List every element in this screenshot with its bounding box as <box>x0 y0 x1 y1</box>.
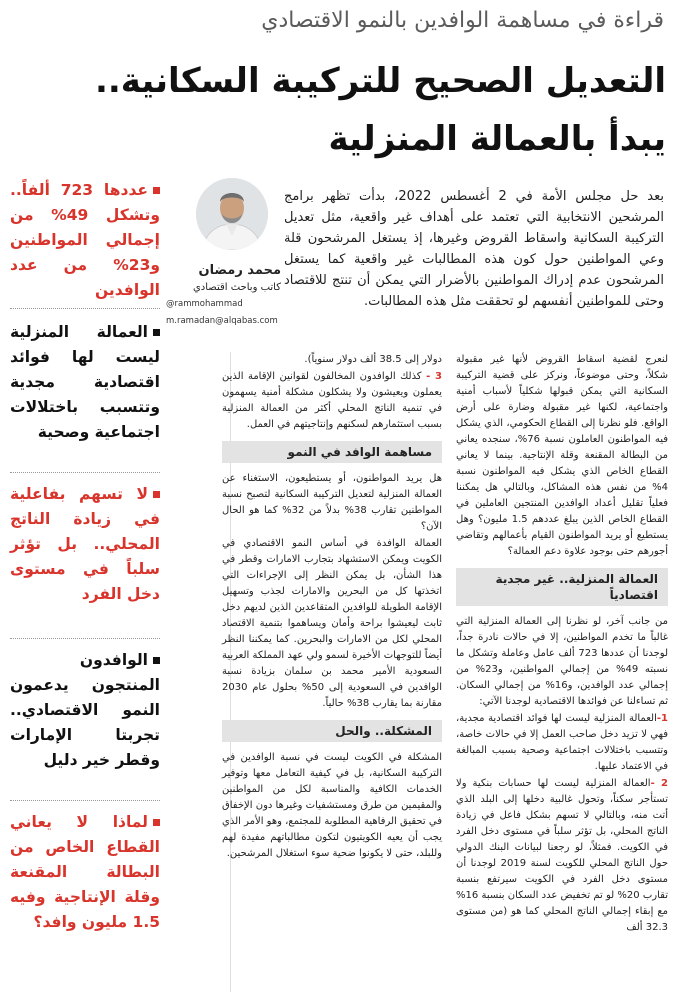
author-email[interactable]: m.ramadan@alqabas.com <box>166 316 278 326</box>
kicker: قراءة في مساهمة الوافدين بالنمو الاقتصادي <box>261 8 664 33</box>
author-title: كاتب وباحث اقتصادي <box>192 282 281 293</box>
bullet-square-icon <box>153 657 160 664</box>
article-column-left <box>222 352 442 863</box>
author-twitter[interactable]: @rammohammad <box>166 299 243 309</box>
body-paragraph: المشكلة في الكويت ليست في نسبة الوافدين في التركيبة السكانية، بل في كيفية التعامل معها وتوفير الخدمات الكافية والمناسبة لكل من المواطنين والمقيمين من طرق ومستشفيات وغيرها دون الإخفاق في تحقيق الرفاهية المطلوبة للمجتمع، وهو الأمر الذي يجب أن يعيه الكويتيون لتكون مطالباتهم مفيدة لهم وللبلد، حتى لا يكونوا ضحية سوء استغلال المرشحين. <box>222 752 442 859</box>
article-column-right <box>456 352 668 937</box>
author-portrait <box>196 178 268 250</box>
pullquote-1-text: عددها 723 ألفاً.. وتشكل 49% من إجمالي المواطنين و23% من عدد الوافدين <box>10 181 160 299</box>
bullet-square-icon <box>153 491 160 498</box>
pullquote-sidebar <box>10 174 160 994</box>
body-paragraph: من جانب آخر، لو نظرنا إلى العمالة المنزلية التي غالباً ما تخدم المواطنين، إلا في حالات نادرة جداً، لوجدنا أن عددها 723 ألف عامل وعاملة وتشكل ما نسبته 49% من إجمالي المواطنين، و23% من إجمالي عدد الوافدين، و16% من إجمالي السكان. ثم تساءلنا عن فوائدها الاقتصادية لوجدنا الآتي: <box>456 616 669 707</box>
author-box <box>166 262 281 330</box>
list-text: العمالة المنزلية ليست لها حسابات بنكية ولا تستأجر سكناً، وتحول غالبية دخلها إلى البلد الذي أتت منه، وبالتالي لا تسهم بشكل فاعل في زيادة الناتج المحلي، بل تؤثر سلباً في مستوى دخل الفرد في الكويت. فمثلاً، لو رجعنا لبيانات البنك الدولي حول الناتج المحلي للكويت لسنة 2019 لوجدنا أن مستوى دخل الفرد في الكويت سيرتفع بنسبة تقارب 20% لو تم تخفيض عدد السكان بنسبة 16% مع إبقاء إجمالي الناتج المحلي كما هو (من مستوى 32.3 ألف <box>456 778 669 933</box>
bullet-square-icon <box>153 187 160 194</box>
lead-paragraph: بعد حل مجلس الأمة في 2 أغسطس 2022، بدأت تظهر برامج المرشحين الانتخابية التي تعتمد على أهداف غير واقعية، مثل تعديل التركيبة السكانية واسقاط القروض وغيرها، إذ يستغل المرشحون قلة وعي المواطنين حول كون هذه المطالبات غير واقعية كما يستغل المرشحون عدم إدراك المواطنين بالأضرار التي يمكن أن تنتج للاقتصاد وحتى للمواطنين أنفسهم لو تحققت مثل هذه المطالبات. <box>284 189 665 309</box>
author-portrait-icon <box>196 178 268 250</box>
subheading-problem-solution: المشكلة.. والحل <box>222 720 442 742</box>
bullet-square-icon <box>153 329 160 336</box>
pullquote-divider <box>10 800 160 801</box>
pullquote-3 <box>10 482 160 607</box>
body-paragraph <box>222 369 442 433</box>
subheading-expat-growth: مساهمة الوافد في النمو <box>222 441 442 463</box>
body-paragraph <box>456 711 668 775</box>
pullquote-4 <box>10 648 160 773</box>
body-paragraph: دولار إلى 38.5 ألف دولار سنوياً). <box>304 354 442 365</box>
pullquote-5 <box>10 810 160 935</box>
body-paragraph: هل يريد المواطنون، أو يستطيعون، الاستغناء عن العمالة المنزلية لتعديل التركيبة السكانية لتصبح نسبة المواطنين تقارب 38% بدلاً من 32% كما هو الحال الآن؟ <box>222 473 442 532</box>
pullquote-divider <box>10 472 160 473</box>
headline <box>14 52 666 168</box>
subheading-domestic-labor: العمالة المنزلية.. غير مجدية اقتصادياً <box>456 568 668 606</box>
list-text: كذلك الوافدون المخالفون لقوانين الإقامة الذين يعملون ويعيشون ولا يشكلون مشكلة أمنية يسهمون في تنمية الناتج المحلي أكثر من العمالة المنزلية بسبب استثمارهم لسكنهم وإنتاجيتهم في العمل. <box>222 371 442 430</box>
list-number: 1- <box>656 713 668 724</box>
pullquote-2 <box>10 320 160 445</box>
body-paragraph: العمالة الوافدة في أساس النمو الاقتصادي في الكويت ويمكن الاستشهاد بتجارب الامارات وقطر في هذا الشأن، بل يمكن النظر إلى الإجراءات التي اتخذتها كل من البحرين والامارات لجذب وتسهيل الإقامة الطويلة للوافدين المتقاعدين الذين لديهم دخل ثابت ليعيشوا براحة وأمان ويساهموا بتنمية الاقتصاد المحلي لكل من الامارات والبحرين. كما يمكننا النظر أيضاً للتوجهات الأخيرة لسمو ولي عهد المملكة العربية السعودية الأمير محمد بن سلمان بزيادة نسبة الوافدين في السعودية إلى 50% بحلول عام 2030 مقارنة بما يقارب 38% حالياً. <box>222 538 442 709</box>
headline-line-2: يبدأ بالعمالة المنزلية <box>328 119 666 159</box>
pullquote-3-text: لا تسهم بفاعلية في زيادة الناتج المحلي.. بل تؤثر سلباً في مستوى دخل الفرد <box>10 485 160 603</box>
pullquote-2-text: العمالة المنزلية ليست لها فوائد اقتصادية مجدية وتتسبب باختلالات اجتماعية وصحية <box>10 323 160 441</box>
pullquote-4-text: الوافدون المنتجون يدعمون النمو الاقتصادي.. تجربتا الإمارات وقطر خير دليل <box>10 651 160 769</box>
pullquote-1 <box>10 178 160 303</box>
body-paragraph <box>456 776 668 936</box>
pullquote-divider <box>10 308 160 309</box>
bullet-square-icon <box>153 819 160 826</box>
pullquote-5-text: لماذا لا يعاني القطاع الخاص من البطالة المقنعة وقلة الإنتاجية وفيه 1.5 مليون وافد؟ <box>10 813 160 931</box>
body-paragraph: لنعرج لقضية اسقاط القروض لأنها غير مقبولة شكلاً، وحتى موضوعاً، ونركز على قضية التركيبة السكانية التي يمكن قبولها شكلياً لأسباب أمنية واجتماعية، لكنها غير مقبولة وضارة على أرض الواقع. فلو نظرنا إلى القطاع الحكومي، الذي يشكل فيه المواطنون العاملون نسبة 76%، سنجده يعاني من البطالة المقنعة وقلة الإنتاجية. بينما لا يعاني القطاع الخاص الذي يشكل فيه المواطنون نسبة 4% من نفس هذه المشاكل، وبالتالي هل يمكننا فعلياً تقليل أعداد الوافدين المنتجين العاملين في القطاع الخاص الذين يبلغ عددهم 1.5 مليون؟ وهل يستطيع أو يريد المواطنون القيام بأعمالهم وتقاضي أجورهم حتى بوجود علاوة دعم العمالة؟ <box>456 354 668 557</box>
headline-line-1: التعديل الصحيح للتركيبة السكانية.. <box>94 61 666 101</box>
pullquote-divider <box>10 638 160 639</box>
list-number: 2 - <box>650 778 668 789</box>
list-number: 3 - <box>426 371 442 382</box>
author-name: محمد رمضان <box>198 263 281 278</box>
list-text: العمالة المنزلية ليست لها فوائد اقتصادية مجدية، فهي لا تزيد دخل صاحب العمل إلا في حالات خاصة، وتتسبب باختلالات اجتماعية وصحية بسبب المبالغة في الاعتماد عليها. <box>456 713 668 772</box>
